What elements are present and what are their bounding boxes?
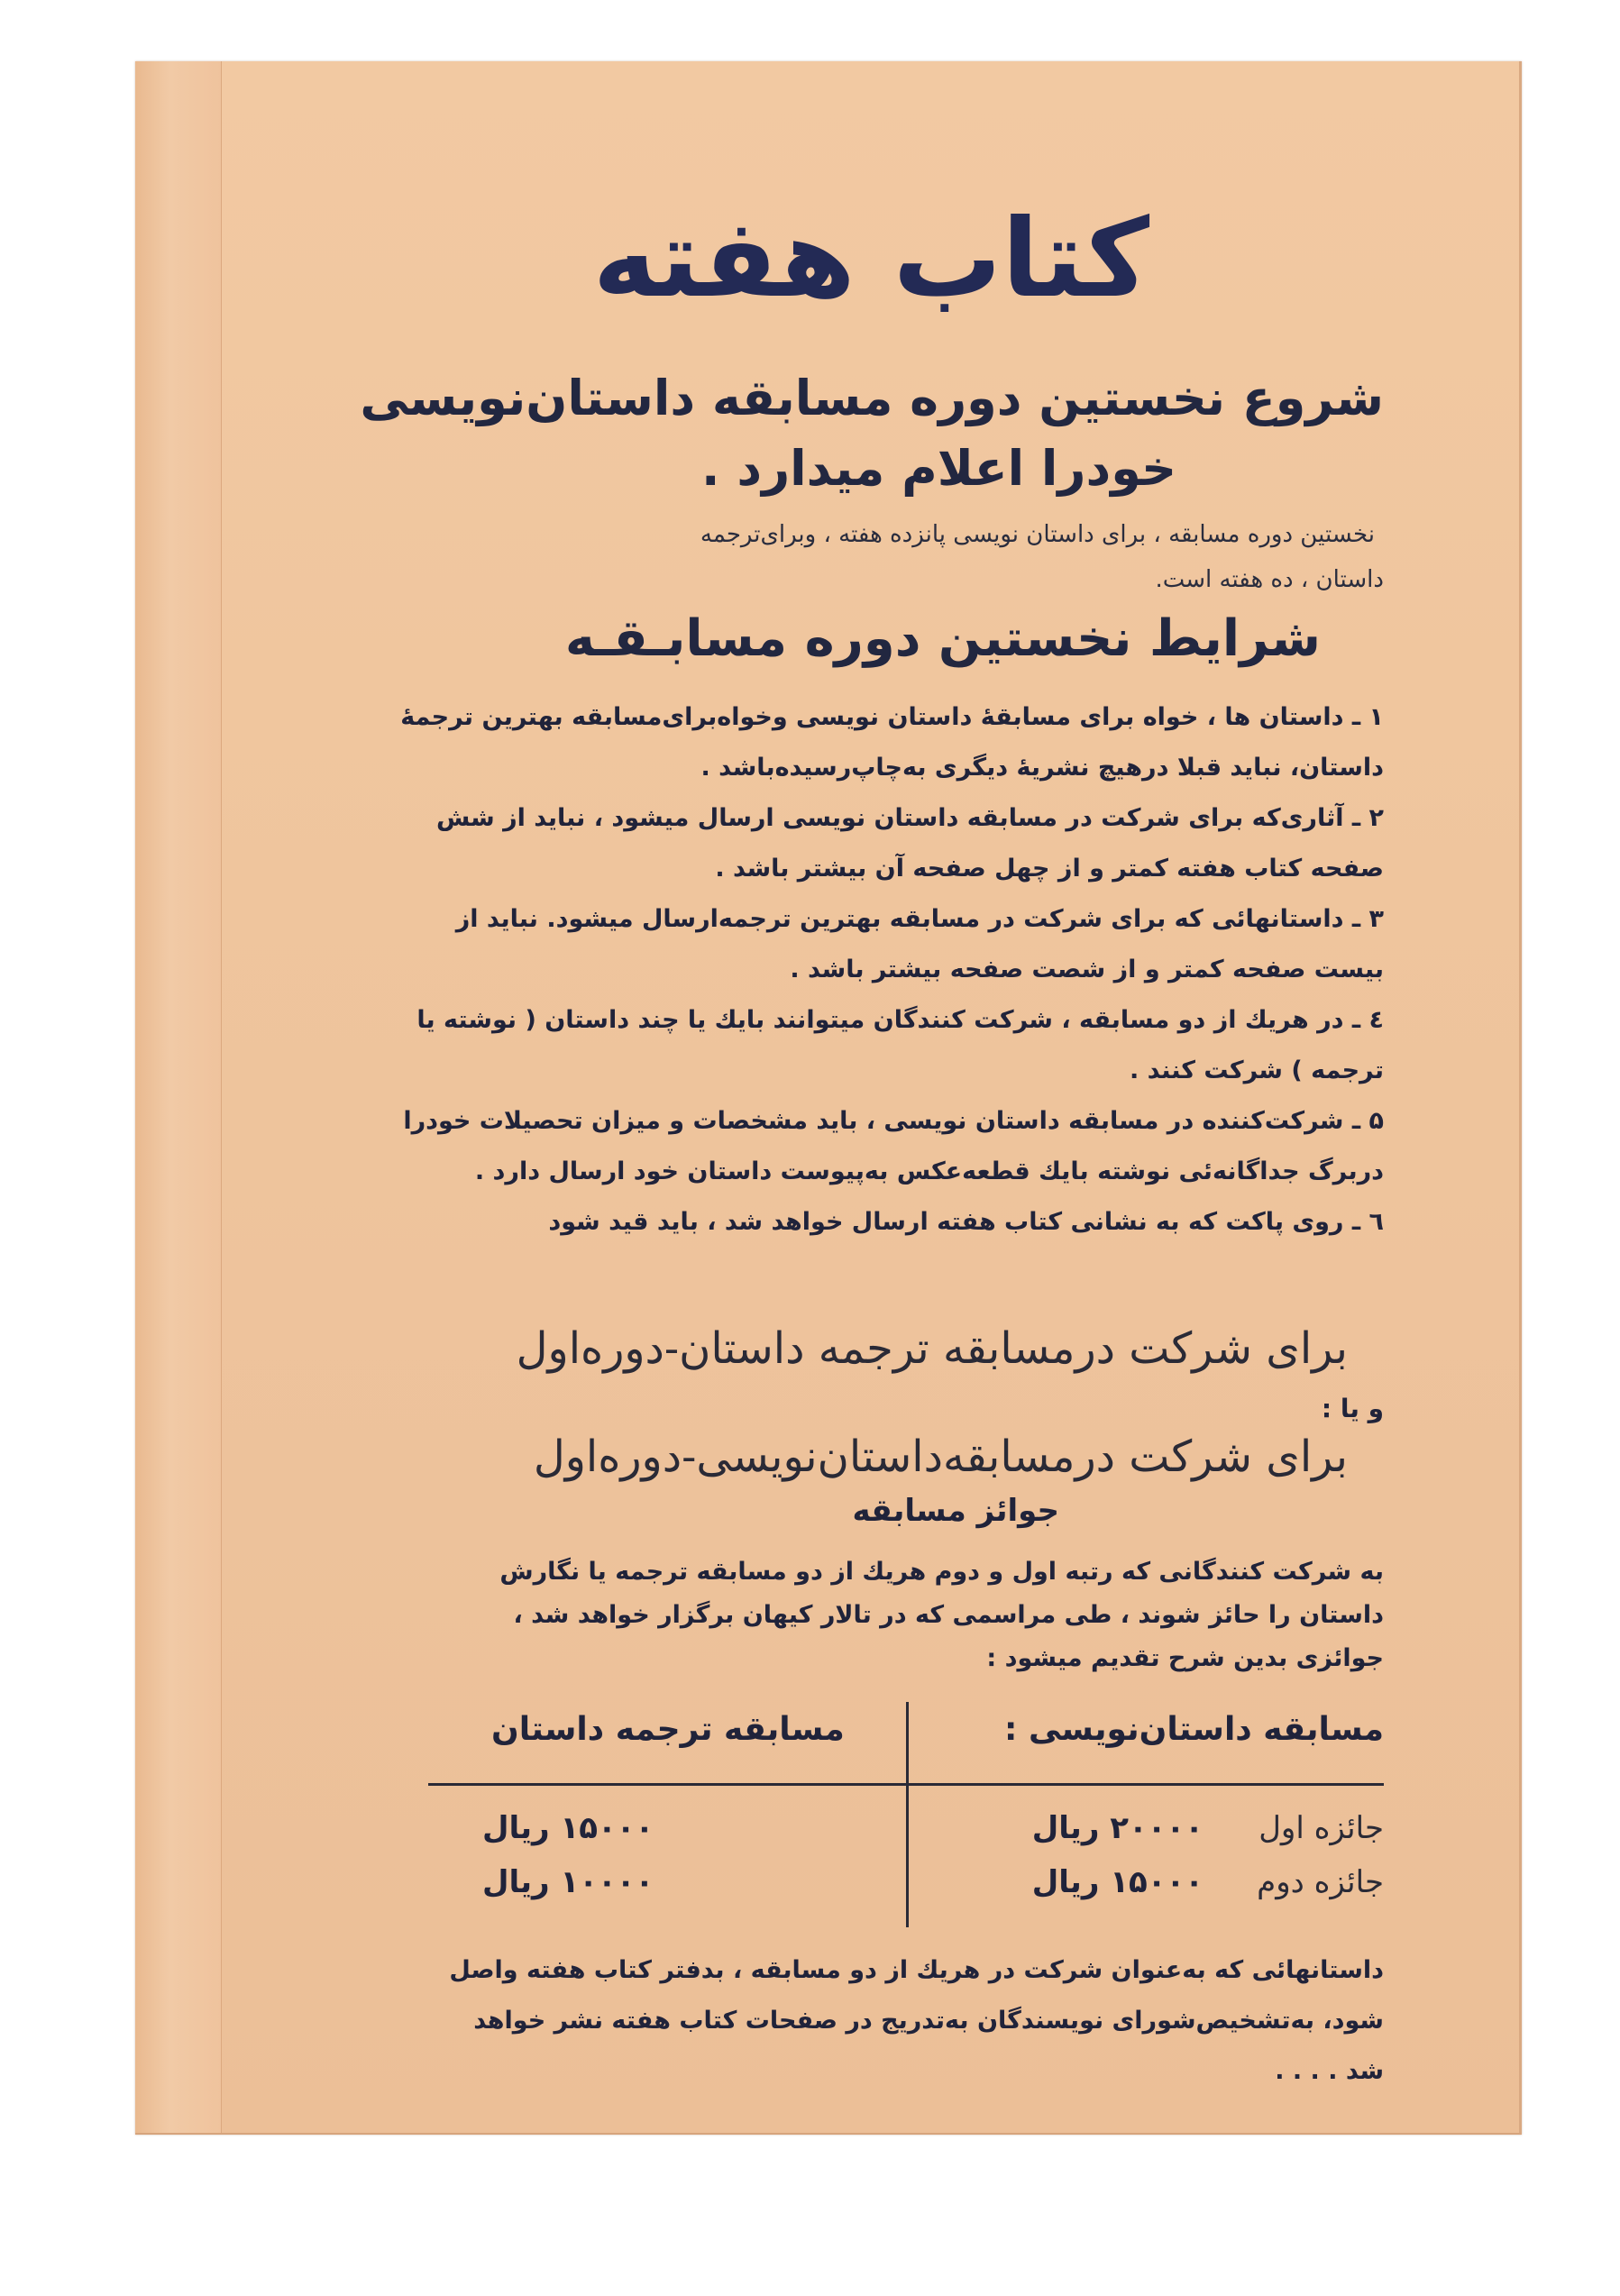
rule-item: ۵ ـ شرکت‌کننده در مسابقه داستان نویسی ، باید مشخصات و میزان تحصیلات خودرا دربرگ جداگانه‌ئی نوشته بایك قطعه‌عکس به‌پیوست داستان خود ارسال دارد . [403, 1107, 1384, 1185]
first-prize-label: جائزه اول [1258, 1810, 1384, 1846]
envelope-label-translation: برای شرکت درمسابقه ترجمه داستان-دوره‌اول [516, 1323, 1348, 1374]
header-translation-contest: مسابقه ترجمه داستان [491, 1711, 845, 1748]
envelope-label-story: برای شرکت درمسابقه‌داستان‌نویسی-دوره‌اول [533, 1432, 1348, 1482]
rule-item: ۱ ـ داستان ها ، خواه برای مسابقهٔ داستان نویسی وخواه‌برای‌مسابقه بهترین ترجمهٔ داستان، نباید قبلا درهیچ نشریهٔ دیگری به‌چاپ‌رسیده‌باشد . [400, 703, 1384, 782]
table-divider-vertical [906, 1702, 909, 1927]
translation-first-prize: ۱۵۰۰۰ ریال [482, 1810, 654, 1846]
footer-text: داستانهائی که به‌عنوان شرکت در هریك از دو مسابقه ، بدفتر کتاب هفته واصل شود، به‌تشخیص‌شورای نویسندگان به‌تدریج در صفحات کتاب هفته نشر خواهد شد . . . . [449, 1956, 1384, 2085]
header-story-contest: مسابقه داستان‌نویسی : [1004, 1711, 1384, 1748]
second-prize-label: جائزه دوم [1257, 1864, 1384, 1900]
story-second-prize: ۱۵۰۰۰ ریال [1031, 1864, 1204, 1900]
prizes-table [428, 1693, 1384, 1927]
rule-item: ۲ ـ آثاری‌که برای شرکت در مسابقه داستان نویسی ارسال میشود ، نباید از شش صفحه کتاب هفته کمتر و از چهل صفحه آن بیشتر باشد . [435, 804, 1384, 883]
prizes-text: به شرکت کنندگانی که رتبه اول و دوم هریك از دو مسابقه ترجمه یا نگارش داستان را حائز شوند ، طی مراسمی که در تالار کیهان برگزار خواهد شد ، جوائزی بدین شرح تقدیم میشود : [499, 1558, 1384, 1672]
prizes-title: جوائز مسابقه [852, 1493, 1059, 1529]
rule-item: ٦ ـ روی پاکت که به نشانی کتاب هفته ارسال خواهد شد ، باید قید شود [548, 1208, 1384, 1236]
headline-line-2: خودرا اعلام میدارد . [701, 440, 1176, 497]
story-first-prize: ۲۰۰۰۰ ریال [1031, 1810, 1204, 1846]
rule-item: ۳ ـ داستانهائی که برای شرکت در مسابقه بهترین ترجمه‌ارسال میشود. نباید از بیست صفحه کمتر و از شصت صفحه بیشتر باشد . [455, 905, 1384, 983]
or-text: و یا : [1321, 1394, 1384, 1423]
intro-line-1: نخستین دوره مسابقه ، برای داستان نویسی پانزده هفته ، وبرای‌ترجمه [700, 521, 1375, 548]
intro-line-2: داستان ، ده هفته است. [1155, 566, 1384, 593]
rule-item: ٤ ـ در هریك از دو مسابقه ، شرکت کنندگان میتوانند بایك یا چند داستان ( نوشته یا ترجمه ) شرکت کنند . [416, 1006, 1384, 1084]
page-title: کتاب هفته [592, 197, 1149, 322]
magazine-page [135, 61, 1522, 2135]
headline-line-1: شروع نخستین دوره مسابقه داستان‌نویسی [360, 370, 1384, 426]
translation-second-prize: ۱۰۰۰۰ ریال [482, 1864, 654, 1900]
rules-list [392, 692, 1384, 1248]
conditions-title: شرایط نخستین دوره مسابـقـه [564, 609, 1321, 668]
page-spine [135, 61, 222, 2133]
